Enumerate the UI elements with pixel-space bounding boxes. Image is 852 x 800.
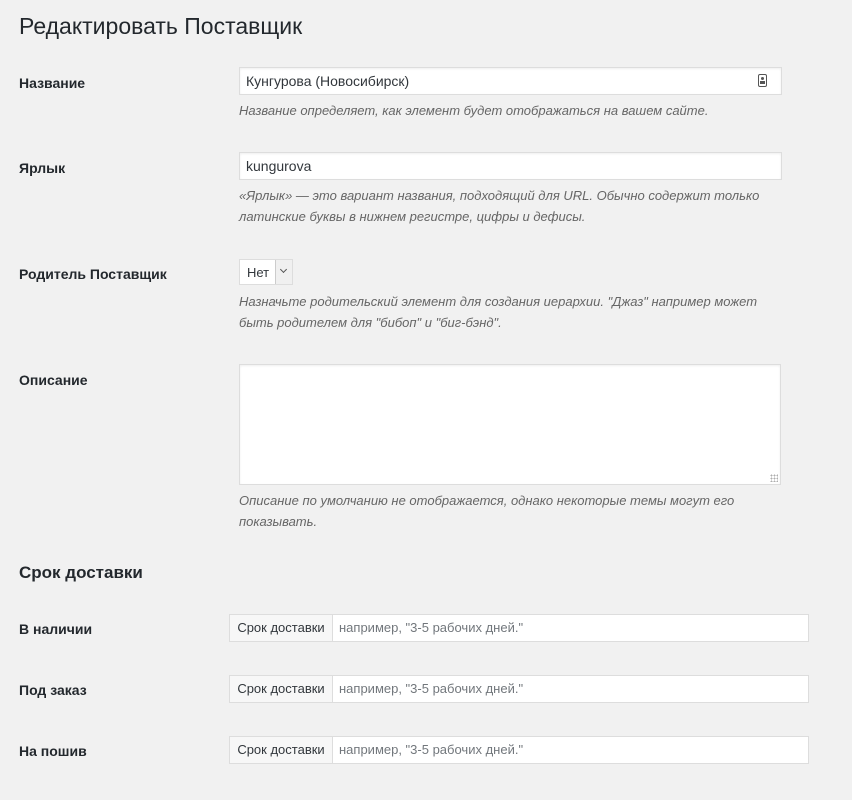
slug-help-line: «Ярлык» — это вариант названия, подходящий для URL. Обычно содержит только [239,188,760,203]
delivery-field-in-stock [229,614,809,642]
parent-select[interactable] [239,259,293,285]
slug-label: Ярлык [19,160,66,176]
resize-handle-icon[interactable] [770,474,778,482]
description-help-line: Описание по умолчанию не отображается, однако некоторые темы могут его [239,493,735,508]
name-input[interactable] [239,67,782,95]
delivery-label-on-order: Под заказ [19,682,87,698]
delivery-addon: Срок доставки [229,675,332,703]
delivery-addon: Срок доставки [229,736,332,764]
slug-help-line: латинские буквы в нижнем регистре, цифры и дефисы. [239,209,586,224]
slug-input-value: kungurova [246,158,312,174]
delivery-input-on-order[interactable] [332,675,809,703]
chevron-down-icon[interactable] [275,260,292,284]
description-label: Описание [19,372,88,388]
description-help-line: показывать. [239,514,318,529]
delivery-input-in-stock[interactable] [332,614,809,642]
delivery-addon: Срок доставки [229,614,332,642]
parent-select-value: Нет [247,265,270,280]
name-label: Название [19,75,86,91]
delivery-section-title: Срок доставки [19,563,143,582]
name-help: Название определяет, как элемент будет отображаться на вашем сайте. [239,103,709,118]
name-input-value: Кунгурова (Новосибирск) [246,73,410,89]
delivery-field-on-order [229,675,809,703]
delivery-field-tailoring [229,736,809,764]
delivery-label-tailoring: На пошив [19,743,87,759]
parent-help-line: Назначьте родительский элемент для создания иерархии. "Джаз" например может [239,294,758,309]
parent-help [239,291,809,333]
delivery-placeholder: например, "3-5 рабочих дней." [339,620,524,635]
parent-help-line: быть родителем для "бибоп" и "биг-бэнд". [239,315,502,330]
slug-input[interactable] [239,152,782,180]
slug-help [239,185,809,227]
description-textarea[interactable] [239,364,781,485]
delivery-input-tailoring[interactable] [332,736,809,764]
page-title: Редактировать Поставщик [19,13,303,39]
delivery-placeholder: например, "3-5 рабочих дней." [339,742,524,757]
contact-card-icon[interactable] [758,74,767,87]
delivery-placeholder: например, "3-5 рабочих дней." [339,681,524,696]
delivery-label-in-stock: В наличии [19,621,93,637]
description-help [239,490,809,532]
parent-label: Родитель Поставщик [19,266,167,282]
